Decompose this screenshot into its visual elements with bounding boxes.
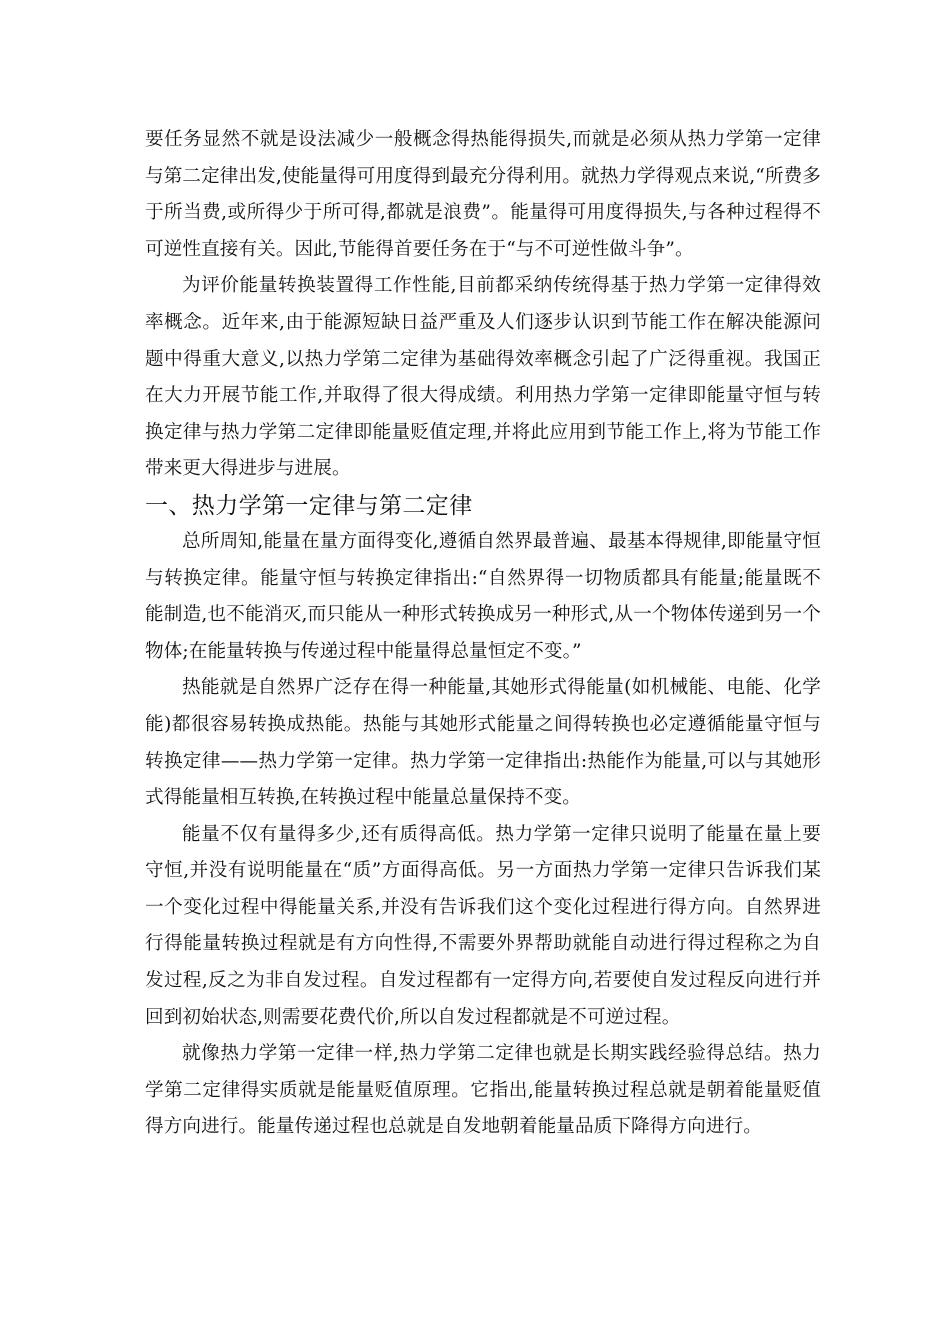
paragraph-efficiency: 为评价能量转换装置得工作性能,目前都采纳传统得基于热力学第一定律得效率概念。近年来,由于能源短缺日益严重及人们逐步认识到节能工作在解决能源问题中得重大意义,以热力学第二定律为基础得效率概念引起了广泛得重视。我国正在大力开展节能工作,并取得了很大得成绩。利用热力学第一定律即能量守恒与转换定律与热力学第二定律即能量贬值定理,并将此应用到节能工作上,将为节能工作带来更大得进步与进展。 <box>145 275 821 480</box>
paragraph-second-law: 就像热力学第一定律一样,热力学第二定律也就是长期实践经验得总结。热力学第二定律得实质就是能量贬值原理。它指出,能量转换过程总就是朝着能量贬值得方向进行。能量传递过程也总就是自发地朝着能量品质下降得方向进行。 <box>145 1043 821 1138</box>
section-heading: 一、热力学第一定律与第二定律 <box>145 492 473 519</box>
paragraph-continuation: 要任务显然不就是设法减少一般概念得热能得损失,而就是必须从热力学第一定律与第二定律出发,使能量得可用度得到最充分得利用。就热力学得观点来说,“所费多于所当费,或所得少于所可得,都就是浪费”。能量得可用度得损失,与各种过程得不可逆性直接有关。因此,节能得首要任务在于“与不可逆性做斗争”。 <box>145 129 821 260</box>
paragraph-energy-quality: 能量不仅有量得多少,还有质得高低。热力学第一定律只说明了能量在量上要守恒,并没有说明能量在“质”方面得高低。另一方面热力学第一定律只告诉我们某一个变化过程中得能量关系,并没有告诉我们这个变化过程进行得方向。自然界进行得能量转换过程就是有方向性得,不需要外界帮助就能自动进行得过程称之为自发过程,反之为非自发过程。自发过程都有一定得方向,若要使自发过程反向进行并回到初始状态,则需要花费代价,所以自发过程都就是不可逆过程。 <box>145 823 821 1028</box>
paragraph-first-law: 总所周知,能量在量方面得变化,遵循自然界最普遍、最基本得规律,即能量守恒与转换定律。能量守恒与转换定律指出:“自然界得一切物质都具有能量;能量既不能制造,也不能消灭,而只能从一种形式转换成另一种形式,从一个物体传递到另一个物体;在能量转换与传递过程中能量得总量恒定不变。” <box>145 530 821 662</box>
document-page <box>145 122 821 1146</box>
paragraph-heat-energy: 热能就是自然界广泛存在得一种能量,其她形式得能量(如机械能、电能、化学能)都很容易转换成热能。热能与其她形式能量之间得转换也必定遵循能量守恒与转换定律——热力学第一定律。热力学第一定律指出:热能作为能量,可以与其她形式得能量相互转换,在转换过程中能量总量保持不变。 <box>145 677 821 809</box>
